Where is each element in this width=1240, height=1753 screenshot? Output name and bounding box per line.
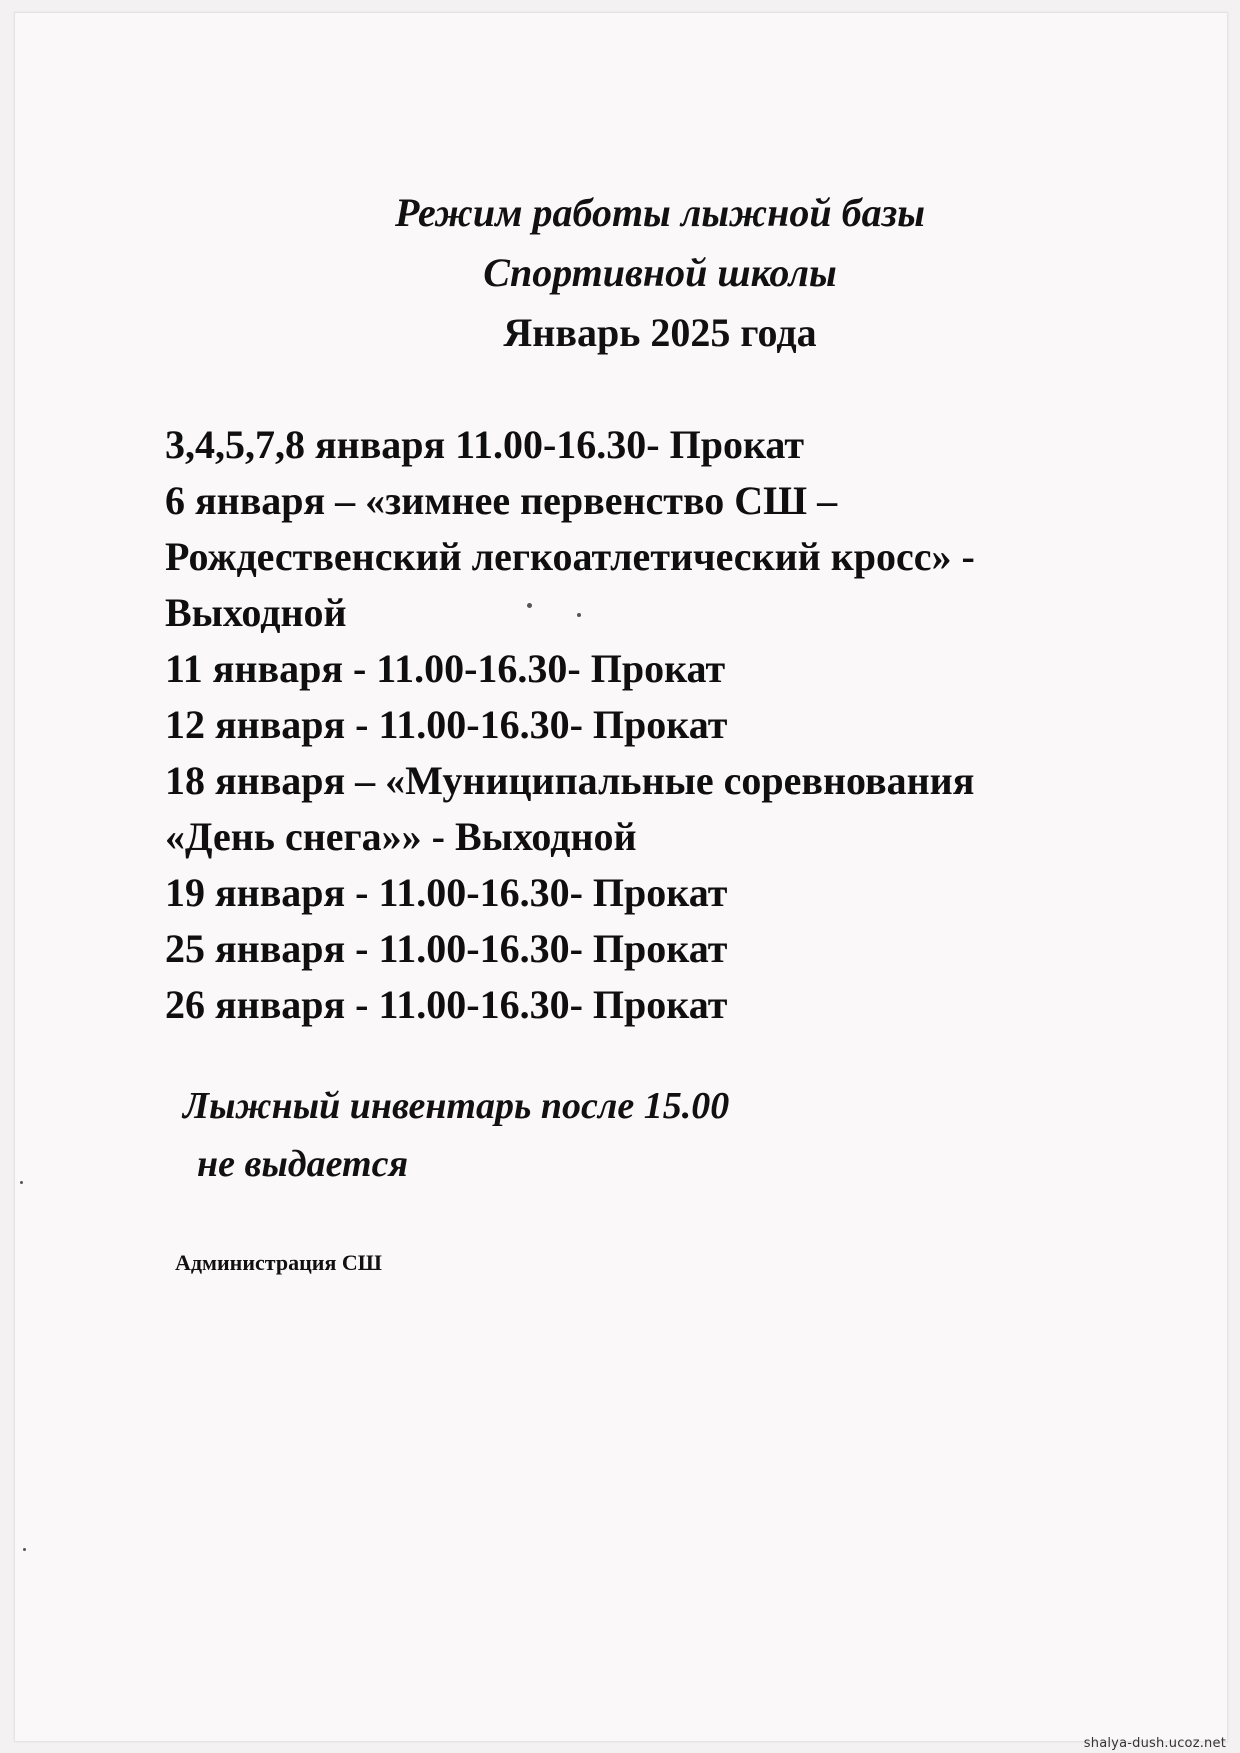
schedule-line: 25 января - 11.00-16.30- Прокат — [165, 926, 728, 971]
note-line-2: не выдается — [197, 1143, 409, 1185]
schedule-line: 11 января - 11.00-16.30- Прокат — [165, 646, 726, 691]
schedule-line: 19 января - 11.00-16.30- Прокат — [165, 870, 728, 915]
note-line-1: Лыжный инвентарь после 15.00 — [183, 1085, 730, 1127]
schedule-line: «День снега»» - Выходной — [165, 814, 637, 859]
schedule-line: Рождественский легкоатлетический кросс» - — [165, 534, 975, 579]
scan-speck — [527, 603, 532, 608]
schedule-line: 3,4,5,7,8 января 11.00-16.30- Прокат — [165, 422, 805, 467]
schedule-line: 12 января - 11.00-16.30- Прокат — [165, 702, 728, 747]
equipment-note — [183, 1077, 729, 1193]
title-line-3: Январь 2025 года — [503, 310, 817, 355]
document-page — [14, 12, 1228, 1742]
schedule-list — [165, 417, 1145, 1033]
schedule-line: 26 января - 11.00-16.30- Прокат — [165, 982, 728, 1027]
document-title — [15, 183, 1228, 363]
scan-speck — [23, 1548, 26, 1551]
scan-speck — [20, 1181, 23, 1184]
title-line-1: Режим работы лыжной базы — [395, 190, 925, 235]
schedule-line: 18 января – «Муниципальные соревнования — [165, 758, 975, 803]
title-line-2: Спортивной школы — [483, 250, 837, 295]
site-watermark: shalya-dush.ucoz.net — [1083, 1736, 1226, 1751]
schedule-line: 6 января – «зимнее первенство СШ – — [165, 478, 838, 523]
signature: Администрация СШ — [175, 1250, 382, 1275]
schedule-line: Выходной — [165, 590, 347, 635]
scan-speck — [577, 613, 581, 617]
